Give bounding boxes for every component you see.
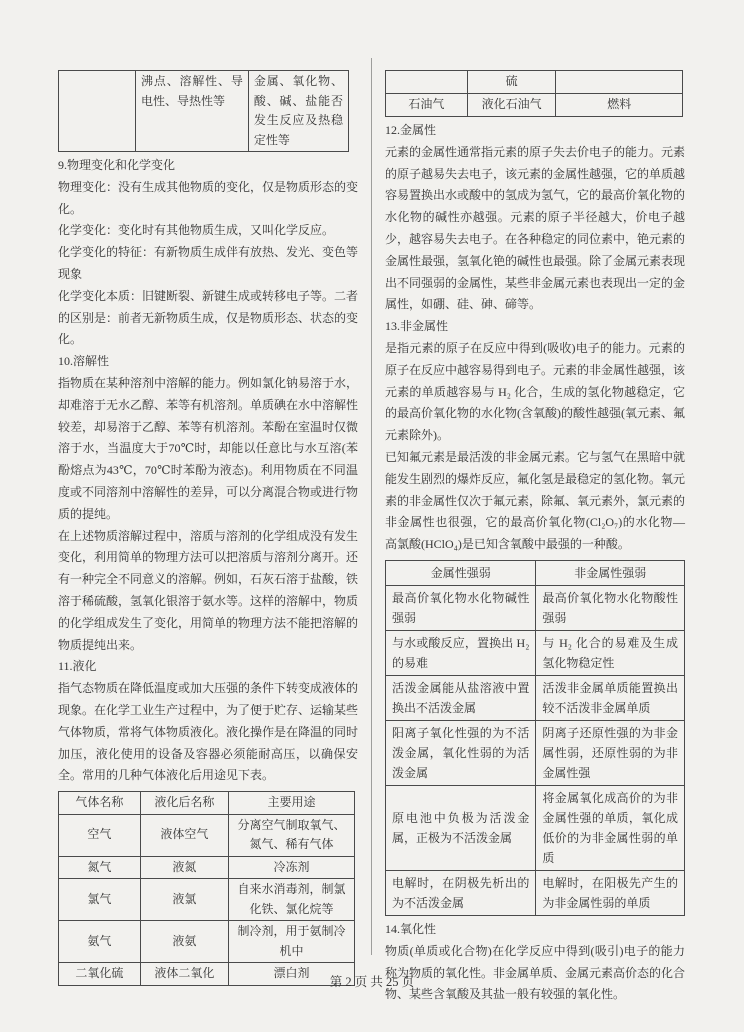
table-cell (386, 71, 468, 94)
column-header: 金属性强弱 (386, 560, 536, 585)
table-cell: 电解时，在阴极先析出的为不活泼金属 (386, 870, 536, 915)
column-header: 液化后名称 (140, 792, 228, 815)
paragraph: 化学变化本质：旧键断裂、新键生成或转移电子等。二者的区别是：前者无新物质生成，仅是物质形态、状态的变化。 (58, 288, 359, 347)
paragraph: 已知氟元素是最活泼的非金属元素。它与氢气在黑暗中就能发生剧烈的爆炸反应，氟化氢是最稳定的氢化物。氧元素的非金属性仅次于氟元素，除氟、氧元素外，氯元素的非金属性也很强，它的最高价氧化物(Cl₂O₇)的水化物—高氯酸(HClO₄)是已知含氧酸中最强的一种酸。 (385, 449, 686, 552)
paragraph: 是指元素的原子在反应中得到(吸收)电子的能力。元素的原子在反应中越容易得到电子。元素的非金属性越强，该元素的单质越容易与 H₂ 化合，生成的氢化物越稳定，它的最高价氧化物的水化物(含氧酸)的酸性越强(氧元素、氟元素除外)。 (385, 340, 686, 443)
table-cell: 金属、氧化物、酸、碱、盐能否发生反应及热稳定性等 (248, 71, 348, 152)
table-cell: 漂白剂 (229, 963, 355, 986)
table-cell: 燃料 (556, 94, 683, 117)
table-cell: 最高价氧化物水化物碱性强弱 (386, 585, 536, 630)
table-row (386, 630, 685, 675)
section-heading-10: 10.溶解性 (58, 354, 110, 369)
paragraph: 化学变化：变化时有其他物质生成，又叫化学反应。 (58, 223, 335, 238)
table-cell: 自来水消毒剂，制氯化铁、氯化烷等 (229, 879, 355, 921)
table-cell (556, 71, 683, 94)
paragraph: 指物质在某种溶剂中溶解的能力。例如氯化钠易溶于水，却难溶于无水乙醇、苯等有机溶剂。单质碘在水中溶解性较差，却易溶于乙醇、苯等有机溶剂。苯酚在室温时仅微溶于水，当温度大于70℃时，却能以任意比与水互溶(苯酚熔点为43℃，70℃时苯酚为液态)。利用物质在不同温度或不同溶剂中溶解性的差异，可以分离混合物或进行物质的提纯。 (58, 375, 359, 521)
section-heading-13: 13.非金属性 (385, 319, 449, 334)
table-cell: 冷冻剂 (229, 856, 355, 879)
page-footer: 第 2 页 共 25 页 (329, 975, 415, 989)
table-row (386, 94, 683, 117)
table-cell: 制冷剂，用于氨制冷机中 (229, 921, 355, 963)
table-row (386, 585, 685, 630)
table-cell: 阳离子氧化性强的为不活泼金属，氧化性弱的为活泼金属 (386, 720, 536, 785)
table-row (386, 71, 683, 94)
table-cell: 活泼金属能从盐溶液中置换出不活泼金属 (386, 675, 536, 720)
section-heading-11: 11.液化 (58, 659, 97, 674)
table-cell: 分离空气制取氧气、氮气、稀有气体 (229, 814, 355, 856)
table-cell: 阴离子还原性强的为非金属性弱，还原性弱的为非金属性强 (536, 720, 685, 785)
paragraph: 物理变化：没有生成其他物质的变化，仅是物质形态的变化。 (58, 179, 359, 216)
table-cell: 与 H₂ 化合的易难及生成氢化物稳定性 (536, 630, 685, 675)
table-row (59, 921, 355, 963)
table-cell: 将金属氧化成高价的为非金属性强的单质，氧化成低价的为非金属性弱的单质 (536, 785, 685, 870)
paragraph: 化学变化的特征：有新物质生成伴有放热、发光、变色等现象 (58, 245, 359, 281)
column-header: 非金属性强弱 (536, 560, 685, 585)
section-heading-12: 12.金属性 (385, 123, 437, 137)
table-cell: 液体二氧化 (140, 963, 228, 986)
table-cell: 液化石油气 (467, 94, 556, 117)
table-cell: 液氯 (140, 879, 228, 921)
table-header-row (386, 560, 685, 585)
table-row (386, 785, 685, 870)
table-cell: 活泼非金属单质能置换出较不活泼非金属单质 (536, 675, 685, 720)
table-row (386, 870, 685, 915)
table-cell: 氯气 (59, 879, 141, 921)
section-heading-9: 9.物理变化和化学变化 (58, 158, 176, 172)
table-cell (59, 71, 136, 152)
table-row (59, 814, 355, 856)
table-cell: 最高价氧化物水化物酸性强弱 (536, 585, 685, 630)
gas-liquefaction-table (58, 791, 355, 986)
section-heading-14: 14.氧化性 (385, 921, 437, 936)
table-header-row (59, 792, 355, 815)
gas-table-continuation (385, 70, 683, 117)
table-cell: 液体空气 (140, 814, 228, 856)
column-divider (371, 58, 372, 955)
table-cell: 空气 (59, 814, 141, 856)
paragraph: 物质(单质或化合物)在化学反应中得到(吸引)电子的能力称为物质的氧化性。非金属单质、金属元素高价态的化合物、某些含氧酸及其盐一般有较强的氧化性。 (385, 943, 686, 1002)
table-row (386, 675, 685, 720)
table-cell: 石油气 (386, 94, 468, 117)
table-cell: 液氮 (140, 856, 228, 879)
table-cell: 原电池中负极为活泼金属，正极为不活泼金属 (386, 785, 536, 870)
table-cell: 电解时，在阳极先产生的为非金属性弱的单质 (536, 870, 685, 915)
table-row (386, 720, 685, 785)
table-cell: 沸点、溶解性、导电性、导热性等 (136, 71, 249, 152)
table-row (59, 71, 349, 152)
right-column (385, 66, 685, 1006)
table-cell: 氨气 (59, 921, 141, 963)
metal-nonmetal-comparison-table (385, 560, 685, 916)
paragraph: 指气态物质在降低温度或加大压强的条件下转变成液体的现象。在化学工业生产过程中，为了便于贮存、运输某些气体物质，常将气体物质液化。液化操作是在降温的同时加压，液化使用的设备及容器必须能耐高压，以确保安全。常用的几种气体液化后用途见下表。 (58, 681, 359, 783)
table-cell: 液氨 (140, 921, 228, 963)
column-header: 主要用途 (229, 792, 355, 815)
table-cell: 硫 (467, 71, 556, 94)
properties-continuation-table (58, 70, 349, 152)
table-cell: 氮气 (59, 856, 141, 879)
table-row (59, 856, 355, 879)
left-column (58, 66, 358, 989)
paragraph: 元素的金属性通常指元素的原子失去价电子的能力。元素的原子越易失去电子，该元素的金属性越强，它的单质越容易置换出水或酸中的氢成为氢气，它的最高价氧化物的水化物的碱性亦越强。元素的原子半径越大，价电子越少，越容易失去电子。在各种稳定的同位素中，铯元素的金属性最强，氢氧化铯的碱性也最强。除了金属元素表现出不同强弱的金属性，某些非金属元素也表现出一定的金属性，如硼、硅、砷、碲等。 (385, 144, 686, 312)
table-row (59, 879, 355, 921)
paragraph: 在上述物质溶解过程中，溶质与溶剂的化学组成没有发生变化，利用简单的物理方法可以把溶质与溶剂分离开。还有一种完全不同意义的溶解。例如，石灰石溶于盐酸，铁溶于稀硫酸，氢氧化银溶于氨水等。这样的溶解中，物质的化学组成发生了变化，用简单的物理方法不能把溶解的物质提纯出来。 (58, 528, 359, 652)
table-cell: 与水或酸反应，置换出 H₂ 的易难 (386, 630, 536, 675)
column-header: 气体名称 (59, 792, 141, 815)
table-cell: 二氧化硫 (59, 963, 141, 986)
